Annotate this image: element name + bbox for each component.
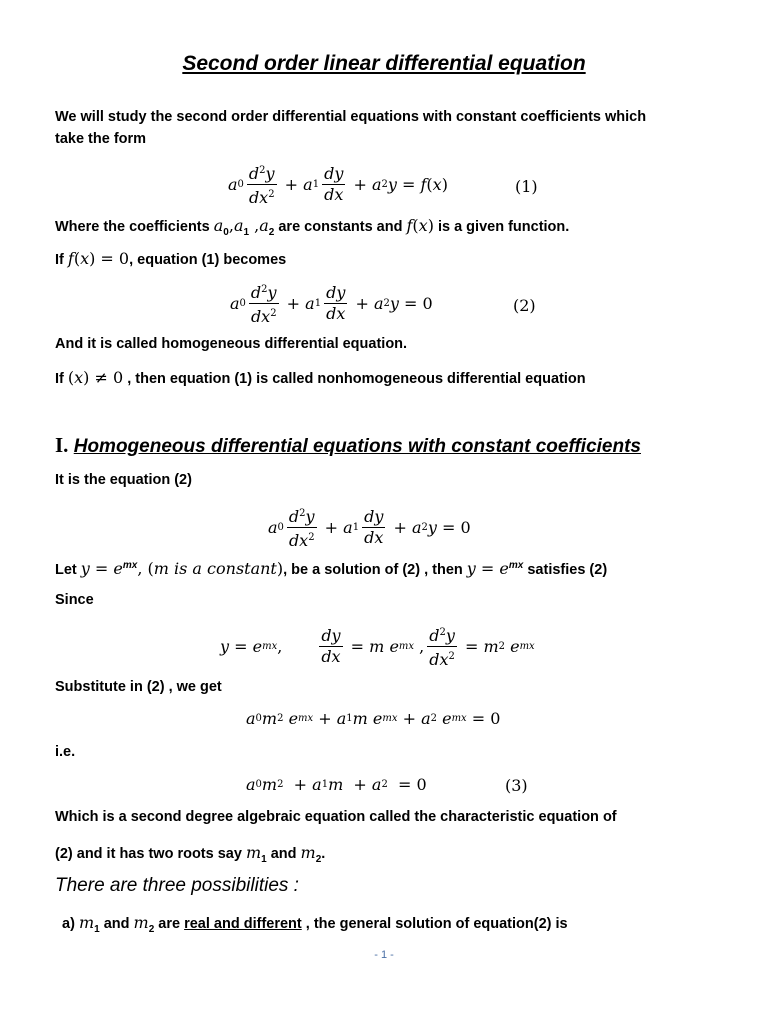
- intro-line-2: take the form: [55, 131, 147, 147]
- equation-2: a 0 $\frac{d^2y}{dx^2}$ + a 1 $\frac{dy}{dx}$ + a 2 y = 0: [230, 283, 433, 326]
- nonhomogeneous-sentence: If (x) ≠ 0 , then equation (1) is called nonhomogeneous differential equation: [55, 368, 586, 387]
- equation-2-label: (2): [513, 296, 536, 315]
- since-label: Since: [55, 592, 94, 608]
- homogeneous-sentence: And it is called homogeneous differential equation.: [55, 336, 408, 352]
- derivatives-equation: y = e mx , $\frac{dy}{dx}$ = m e mx , $\frac{d^2y}{dx^2}$ = m 2 e mx: [220, 626, 535, 669]
- section-heading: I. Homogeneous differential equations with constant coefficients: [55, 433, 641, 457]
- it-is-equation-2: It is the equation (2): [55, 472, 192, 488]
- possibilities-heading: There are three possibilities :: [55, 875, 299, 896]
- let-sentence: Let $y = e^{mx}$, (m is a constant), be a solution of (2) , then $y = e^{mx}$ satisfies (2): [55, 559, 608, 578]
- equation-1-label: (1): [515, 177, 538, 196]
- roots-sentence: (2) and it has two roots say $m_1$ and $m_2$.: [55, 843, 326, 865]
- if-zero-sentence: If f(x) = 0, equation (1) becomes: [55, 249, 287, 268]
- equation-2-repeat: a 0 $\frac{d^2y}{dx^2}$ + a 1 $\frac{dy}{dx}$ + a 2 y = 0: [268, 507, 471, 550]
- characteristic-sentence: Which is a second degree algebraic equation called the characteristic equation of: [55, 809, 617, 825]
- page-number: - 1 -: [374, 949, 394, 961]
- coefficients-sentence: Where the coefficients $a_0,a_1$ $,a_2$ are constants and f(x) is a given function.: [55, 216, 570, 238]
- ie-label: i.e.: [55, 744, 76, 760]
- intro-line-1: We will study the second order differential equations with constant coefficients which: [55, 109, 647, 125]
- equation-3-label: (3): [505, 776, 528, 795]
- equation-1: a 0 $\frac{d^2y}{dx^2}$ + a 1 $\frac{dy}{dx}$ + a 2 y = f ( x ): [228, 164, 448, 207]
- page-title: Second order linear differential equation: [182, 52, 586, 75]
- characteristic-equation: a 0 m 2 + a 1 m + a 2 = 0: [246, 775, 427, 794]
- substitute-sentence: Substitute in (2) , we get: [55, 679, 222, 695]
- substituted-equation: a 0 m 2 e mx + a 1 m e mx + a 2 e mx = 0: [246, 709, 501, 728]
- case-a-sentence: a) $m_1$ and $m_2$ are real and different , the general solution of equation(2) is: [62, 913, 568, 935]
